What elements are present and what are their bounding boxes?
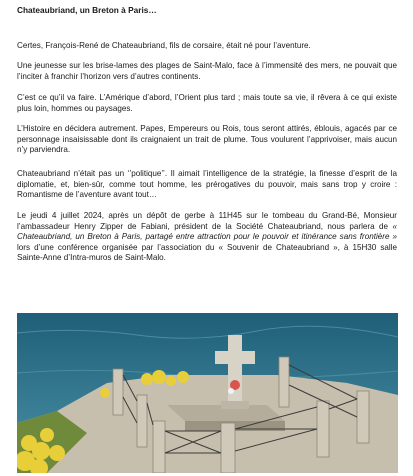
granite-cross-horizontal bbox=[215, 351, 255, 364]
paragraph-6-details: lors d’une conférence organisée par l’association du « Souvenir de Chateaubriand », à 15H30 salle Sainte-Anne d’Intra-muros de Saint-Malo. bbox=[17, 242, 397, 263]
paragraph-6 bbox=[17, 211, 397, 264]
tomb-illustration bbox=[17, 313, 398, 473]
granite-cross-vertical bbox=[228, 335, 242, 407]
paragraph-1: Certes, François-René de Chateaubriand, fils de corsaire, était né pour l’aventure. bbox=[17, 41, 311, 50]
document-title: Chateaubriand, un Breton à Paris… bbox=[17, 5, 157, 15]
paragraph-2: Une jeunesse sur les brise-lames des plages de Saint-Malo, face à l’immensité des mers, ne pouvait que l’inciter à franchir l’horizon vers d’autres continents. bbox=[17, 61, 397, 81]
cross-base bbox=[221, 401, 249, 409]
grand-be-tomb-photo bbox=[17, 313, 398, 473]
paragraph-4: L’Histoire en décidera autrement. Papes, Empereurs ou Rois, tous seront attirés, éblouis, agacés par ce personnage insaisissable dont ils craignaient un trait de plume. Tous voulurent l’apprivoiser, mais aucun n’y parviendra. bbox=[17, 124, 397, 155]
paragraph-5: Chateaubriand n’était pas un ‘’politique’’. Il aimait l’intelligence de la stratégie, la finesse d’esprit de la diplomatie, et, bien-sûr, comme tout homme, les prérogatives du pouvoir, mais sans trop y croire : Romantisme de l’aventure avant tout… bbox=[17, 169, 397, 200]
paragraph-6-intro: Le jeudi 4 juillet 2024, après un dépôt de gerbe à 11H45 sur le tombeau du Grand-Bé, Monsieur l’ambassadeur Henry Zipper de Fabiani, président de la Société Chateaubriand, nous parlera de bbox=[17, 211, 397, 231]
flower-wreath bbox=[228, 388, 234, 394]
conference-title: « Chateaubriand, un Breton à Paris, partagé entre attraction pour le pouvoir et itinérance sans frontière » bbox=[17, 221, 397, 242]
paragraph-3: C’est ce qu’il va faire. L’Amérique d’abord, l’Orient plus tard ; mais toute sa vie, il rêvera à ce qui existe plus loin, hommes ou paysages. bbox=[17, 93, 397, 113]
